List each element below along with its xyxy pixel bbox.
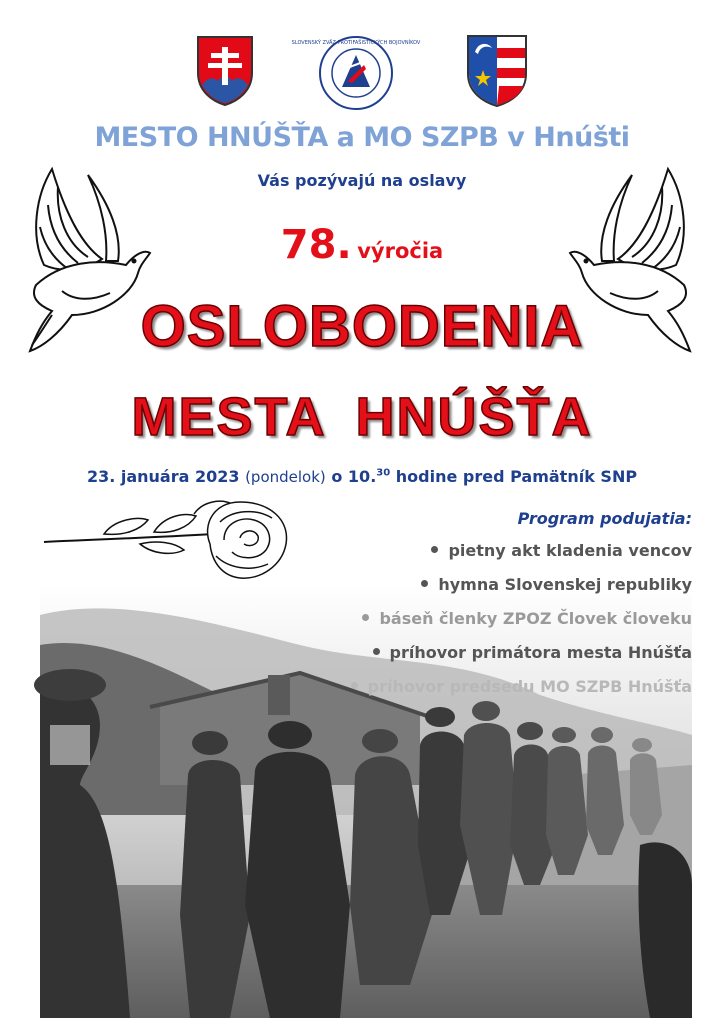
bullet-icon (351, 682, 358, 689)
program-item-3-text: báseň členky ZPOZ Človek človeku (379, 609, 692, 628)
program-item-2-text: hymna Slovenskej republiky (438, 575, 692, 594)
program-item-1 (431, 541, 692, 560)
event-day: (pondelok) (245, 468, 326, 486)
event-date: 23. januára 2023 (86, 467, 240, 486)
program-item-5 (351, 677, 692, 696)
program-item-4-text: príhovor primátora mesta Hnúšťa (389, 643, 692, 662)
bullet-icon (362, 614, 369, 621)
program-item-1-text: pietny akt kladenia vencov (448, 541, 692, 560)
bullet-icon (421, 580, 428, 587)
anniversary-line (0, 222, 724, 268)
program-item-2 (421, 575, 692, 594)
slovak-coat-of-arms-icon (196, 35, 254, 107)
invitation-line: Vás pozývajú na oslavy (257, 171, 467, 190)
event-date-line (0, 467, 724, 486)
anniversary-number: 78. (280, 222, 352, 268)
program-item-3 (362, 609, 692, 628)
bullet-icon (373, 648, 380, 655)
event-place: hodine pred Pamätník SNP (395, 467, 638, 486)
program-item-4 (373, 643, 693, 662)
headline-line-1: OSLOBODENIA (140, 294, 584, 359)
program-title: Program podujatia: (517, 509, 692, 528)
hnusta-coat-of-arms-icon (466, 34, 528, 108)
szpb-emblem-icon (291, 35, 421, 111)
event-time: o 10. (331, 467, 377, 486)
emblem-ring-text: SLOVENSKÝ ZVÄZ PROTIFAŠISTICKÝCH BOJOVNÍKOV (291, 40, 421, 46)
organizers-title: MESTO HNÚŠŤA a MO SZPB v Hnúšti (94, 122, 630, 153)
anniversary-word: výročia (357, 239, 444, 263)
headline-line-2: MESTA HNÚŠŤA (131, 387, 593, 447)
rose-illustration (44, 494, 294, 586)
program-item-5-text: príhovor predsedu MO SZPB Hnúšťa (367, 677, 692, 696)
event-time-minutes: 30 (376, 467, 391, 479)
bullet-icon (431, 546, 438, 553)
